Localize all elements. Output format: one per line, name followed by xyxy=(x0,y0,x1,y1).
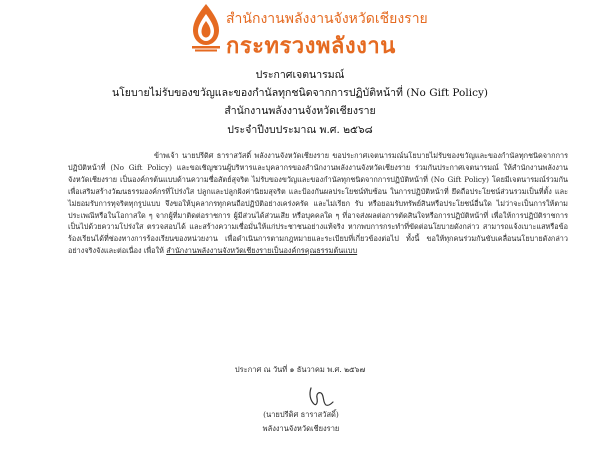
ministry-name: กระทรวงพลังงาน xyxy=(226,34,396,59)
office-title: สำนักงานพลังงานจังหวัดเชียงราย xyxy=(224,105,376,117)
announcement-body xyxy=(68,150,568,257)
given-date: ประกาศ ณ วันที่ ๑ ธันวาคม พ.ศ. ๒๕๖๗ xyxy=(234,365,366,374)
org-name: สำนักงานพลังงานจังหวัดเชียงราย xyxy=(226,11,428,27)
body-text: ข้าพเจ้า นายปรีดิศ ธาราสวัสดิ์ พลังงานจังหวัดเชียงราย ขอประกาศเจตนารมณ์นโยบายไม่รับของขวัญและของกำนัลทุกชนิดจากการปฏิบัติหน้าที่ (No Gift Policy) และขอเชิญชวนผู้บริหารและบุคลากรของสำนักงานพลังงานจังหวัดเชียงราย ร่วมกันประกาศเจตนารมณ์ ให้สำนักงานพลังงานจังหวัดเชียงราย เป็นองค์กรต้นแบบด้านความซื่อสัตย์สุจริต ไม่รับของขวัญและของกำนัลทุกชนิดจากการปฏิบัติหน้าที่ (No Gift Policy) โดยมีเจตนารมณ์ร่วมกันเพื่อเสริมสร้างวัฒนธรรมองค์กรที่โปร่งใส ปลูกและปลูกฝังค่านิยมสุจริต และป้องกันผลประโยชน์ทับซ้อน ในการปฏิบัติหน้าที่ ยึดถือประโยชน์ส่วนรวมเป็นที่ตั้ง และไม่ยอมรับการทุจริตทุกรูปแบบ จึงขอให้บุคลากรทุกคนถือปฏิบัติอย่างเคร่งครัด และไม่เรียก รับ หรือยอมรับทรัพย์สินหรือประโยชน์อื่นใด ไม่ว่าจะเป็นการให้ตามประเพณีหรือในโอกาสใด ๆ จากผู้ที่มาติดต่อราชการ ผู้มีส่วนได้ส่วนเสีย หรือบุคคลใด ๆ ที่อาจส่งผลต่อการตัดสินใจหรือการปฏิบัติหน้าที่ เพื่อให้การปฏิบัติราชการเป็นไปด้วยความโปร่งใส ตรวจสอบได้ และสร้างความเชื่อมั่นให้แก่ประชาชนอย่างแท้จริง หากพบการกระทำที่ขัดต่อนโยบายดังกล่าว สามารถแจ้งเบาะแสหรือข้อร้องเรียนได้ที่ช่องทางการร้องเรียนของหน่วยงาน เพื่อดำเนินการตามกฎหมายและระเบียบที่เกี่ยวข้องต่อไป ทั้งนี้ ขอให้ทุกคนร่วมกันขับเคลื่อนนโยบายดังกล่าวอย่างจริงจังและต่อเนื่อง เพื่อให้ xyxy=(68,151,568,256)
policy-title: นโยบายไม่รับของขวัญและของกำนัลทุกชนิดจากการปฏิบัติหน้าที่ (No Gift Policy) xyxy=(111,87,488,99)
ministry-logo-icon xyxy=(189,2,223,56)
signer-title: พลังงานจังหวัดเชียงราย xyxy=(262,424,340,433)
announcement-title: ประกาศเจตนารมณ์ xyxy=(255,69,345,81)
fiscal-year-title: ประจำปีงบประมาณ พ.ศ. ๒๕๖๘ xyxy=(227,124,373,136)
body-highlight: สำนักงานพลังงานจังหวัดเชียงรายเป็นองค์กรคุณธรรมต้นแบบ xyxy=(166,246,358,256)
signer-name: (นายปรีดิศ ธาราสวัสดิ์) xyxy=(263,410,339,419)
